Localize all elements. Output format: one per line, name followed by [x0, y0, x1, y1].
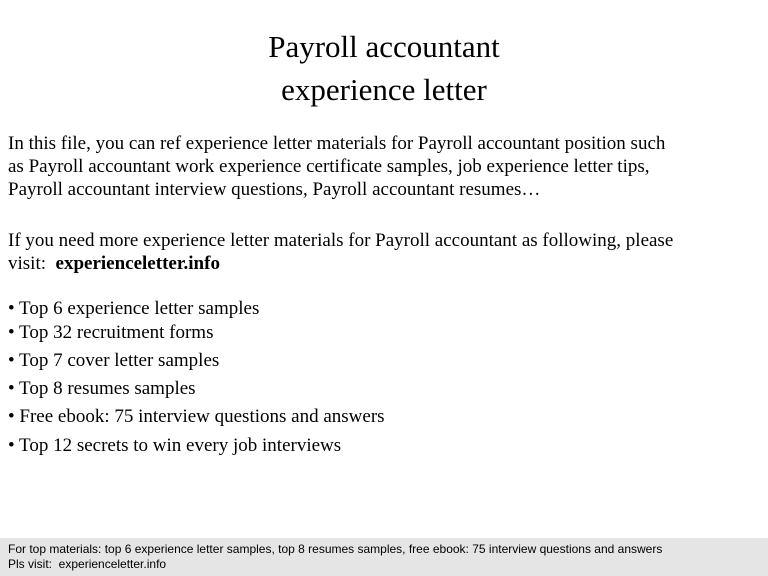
page-subtitle: experience letter [281, 72, 487, 107]
page-title: Payroll accountant [268, 29, 500, 64]
intro-line: In this file, you can ref experience letter materials for Payroll accountant position such [8, 133, 666, 154]
bullet-item: • Top 8 resumes samples [8, 378, 196, 399]
footer-visit-line [8, 557, 166, 572]
bullet-item: • Top 12 secrets to win every job interviews [8, 435, 342, 456]
bullet-item: • Free ebook: 75 interview questions and answers [8, 406, 385, 427]
bullet-item: • Top 32 recruitment forms [8, 322, 214, 343]
visit-line [8, 253, 220, 275]
footer-bar [0, 538, 768, 576]
footer-website-link[interactable]: experienceletter.info [58, 557, 167, 571]
intro-line: Payroll accountant interview questions, Payroll accountant resumes… [8, 179, 541, 200]
intro-line: as Payroll accountant work experience certificate samples, job experience letter tips, [8, 156, 650, 177]
footer-line: For top materials: top 6 experience letter samples, top 8 resumes samples, free ebook: 75 interview questions and answers [8, 542, 663, 556]
website-link[interactable]: experienceletter.info [55, 253, 220, 274]
visit-prefix: visit: [8, 253, 56, 274]
bullet-item: • Top 6 experience letter samples [8, 298, 260, 319]
more-info-line: If you need more experience letter materials for Payroll accountant as following, please [8, 230, 674, 251]
footer-visit-prefix: Pls visit: [8, 557, 59, 571]
bullet-item: • Top 7 cover letter samples [8, 350, 220, 371]
